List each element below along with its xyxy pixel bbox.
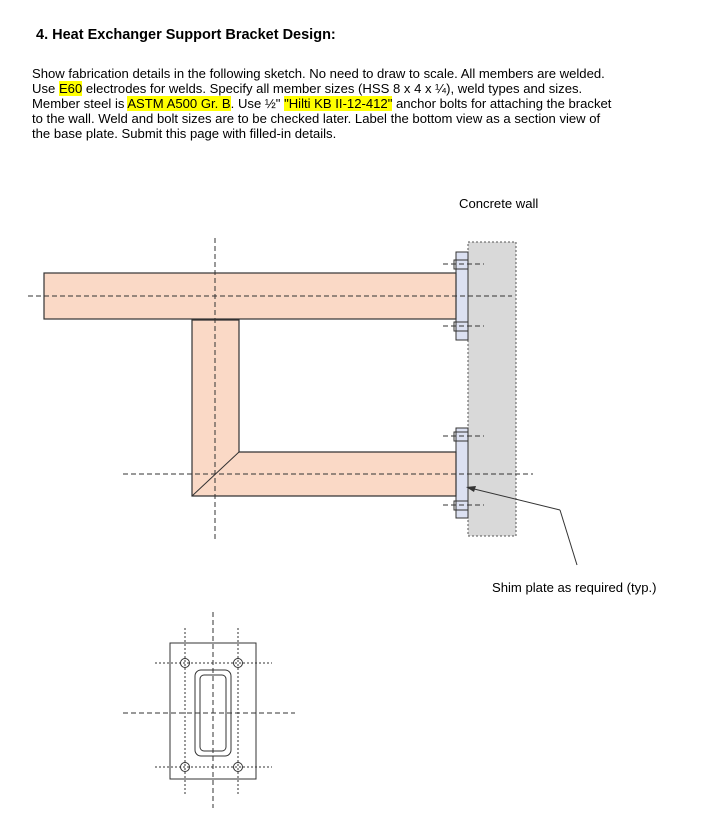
bent-bracket-member bbox=[192, 320, 456, 496]
steel-grade-highlight: ASTM A500 Gr. B bbox=[127, 96, 231, 111]
electrode-highlight: E60 bbox=[58, 81, 83, 96]
anchor-bolt-highlight: "Hilti KB II-12-412" bbox=[284, 96, 393, 111]
text-run: electrodes for welds. Specify all member sizes (HSS 8 x 4 x ¼), weld types and sizes. bbox=[82, 81, 583, 96]
instructions-line-5: the base plate. Submit this page with filled-in details. bbox=[32, 126, 337, 141]
shim-plate-label: Shim plate as required (typ.) bbox=[492, 580, 657, 595]
text-run: Member steel is bbox=[32, 96, 128, 111]
text-run: Use bbox=[32, 81, 59, 96]
concrete-wall-label: Concrete wall bbox=[459, 196, 539, 211]
shim-leader-line bbox=[560, 510, 577, 565]
instructions-line-4: to the wall. Weld and bolt sizes are to be checked later. Label the bottom view as a section view of bbox=[32, 111, 601, 126]
section-heading: 4. Heat Exchanger Support Bracket Design: bbox=[36, 27, 336, 43]
bolt-hole bbox=[234, 763, 243, 772]
bolt-hole bbox=[234, 659, 243, 668]
top-horizontal-member bbox=[44, 273, 456, 319]
instructions-line-1: Show fabrication details in the following sketch. No need to draw to scale. All members are welded. bbox=[32, 66, 605, 81]
text-run: anchor bolts for attaching the bracket bbox=[392, 96, 612, 111]
text-run: . Use ½" bbox=[230, 96, 285, 111]
concrete-wall bbox=[468, 242, 516, 536]
